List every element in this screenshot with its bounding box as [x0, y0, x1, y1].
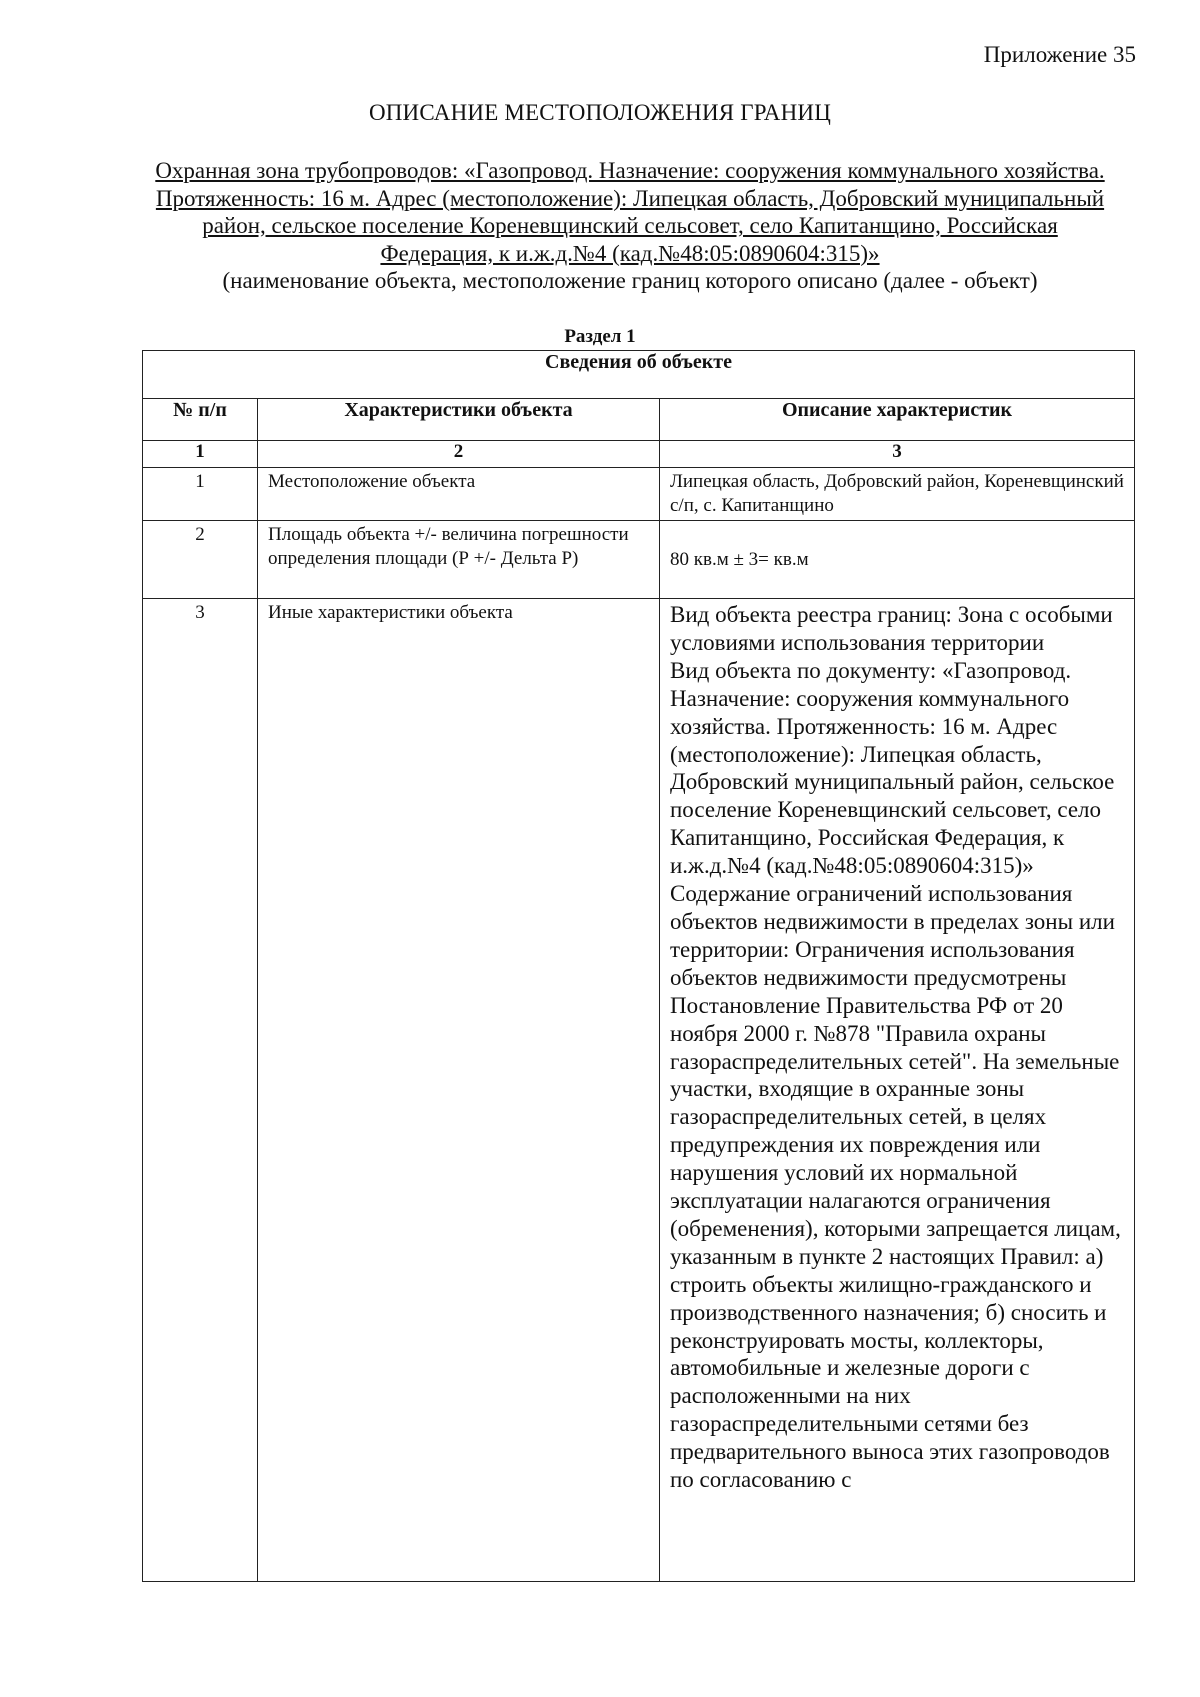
column-header-characteristic: Характеристики объекта [258, 399, 660, 441]
column-index-3: 3 [660, 441, 1135, 468]
row-characteristic: Площадь объекта +/- величина погрешности определения площади (Р +/- Дельта Р) [258, 521, 660, 599]
description-document-type: Вид объекта по документу: «Газопровод. Назначение: сооружения коммунального хозяйства. Протяженность: 16 м. Адрес (местоположение): Липецкая область, Добровский муниципальный район, сельское поселение Кореневщинский сельсовет, село Капитанщино, Российская Федерация, к и.ж.д.№4 (кад.№48:05:0890604:315)» [670, 657, 1115, 879]
description-restrictions: Содержание ограничений использования объектов недвижимости в пределах зоны или территории: Ограничения использования объектов недвижимости предусмотрены Постановление Правительства РФ от 20 ноября 2000 г. №878 "Правила охраны газораспределительных сетей". На земельные участки, входящие в охранные зоны газораспределительных сетей, в целях предупреждения их повреждения или нарушения условий их нормальной эксплуатации налагаются ограничения (обременения), которыми запрещается лицам, указанным в пункте 2 настоящих Правил: а) строить объекты жилищно-гражданского и производственного назначения; б) сносить и реконструировать мосты, коллекторы, автомобильные и железные дороги с расположенными на них газораспределительными сетями без предварительного выноса этих газопроводов по согласованию с [670, 881, 1121, 1493]
table-row [143, 468, 1135, 521]
row-number: 2 [143, 521, 258, 599]
row-number: 1 [143, 468, 258, 521]
table-index-row [143, 441, 1135, 468]
table-header-row [143, 399, 1135, 441]
row-description: 80 кв.м ± 3= кв.м [660, 521, 1135, 599]
column-index-2: 2 [258, 441, 660, 468]
table-caption: Сведения об объекте [143, 351, 1135, 399]
table-row [143, 599, 1135, 1582]
row-description: Липецкая область, Добровский район, Кореневщинский с/п, с. Капитанщино [660, 468, 1135, 521]
column-header-description: Описание характеристик [660, 399, 1135, 441]
object-name-caption: (наименование объекта, местоположение границ которого описано (далее - объект) [222, 268, 1038, 293]
row-description [660, 599, 1135, 1582]
description-registry-type: Вид объекта реестра границ: Зона с особыми условиями использования территории [670, 602, 1113, 655]
document-title: ОПИСАНИЕ МЕСТОПОЛОЖЕНИЯ ГРАНИЦ [368, 100, 832, 125]
table-caption-row [143, 351, 1135, 399]
column-header-number: № п/п [143, 399, 258, 441]
table-row [143, 521, 1135, 599]
row-number: 3 [143, 599, 258, 1582]
appendix-label: Приложение 35 [983, 42, 1136, 67]
object-info-table [142, 350, 1135, 1582]
row-characteristic: Иные характеристики объекта [258, 599, 660, 1582]
column-index-1: 1 [143, 441, 258, 468]
section-title: Раздел 1 [564, 326, 636, 347]
object-name: Охранная зона трубопроводов: «Газопровод. Назначение: сооружения коммунального хозяйства. Протяженность: 16 м. Адрес (местоположение): Липецкая область, Добровский муниципальный район, сельское поселение Кореневщинский сельсовет, село Капитанщино, Российская Федерация, к и.ж.д.№4 (кад.№48:05:0890604:315)» [155, 158, 1105, 266]
row-characteristic: Местоположение объекта [258, 468, 660, 521]
